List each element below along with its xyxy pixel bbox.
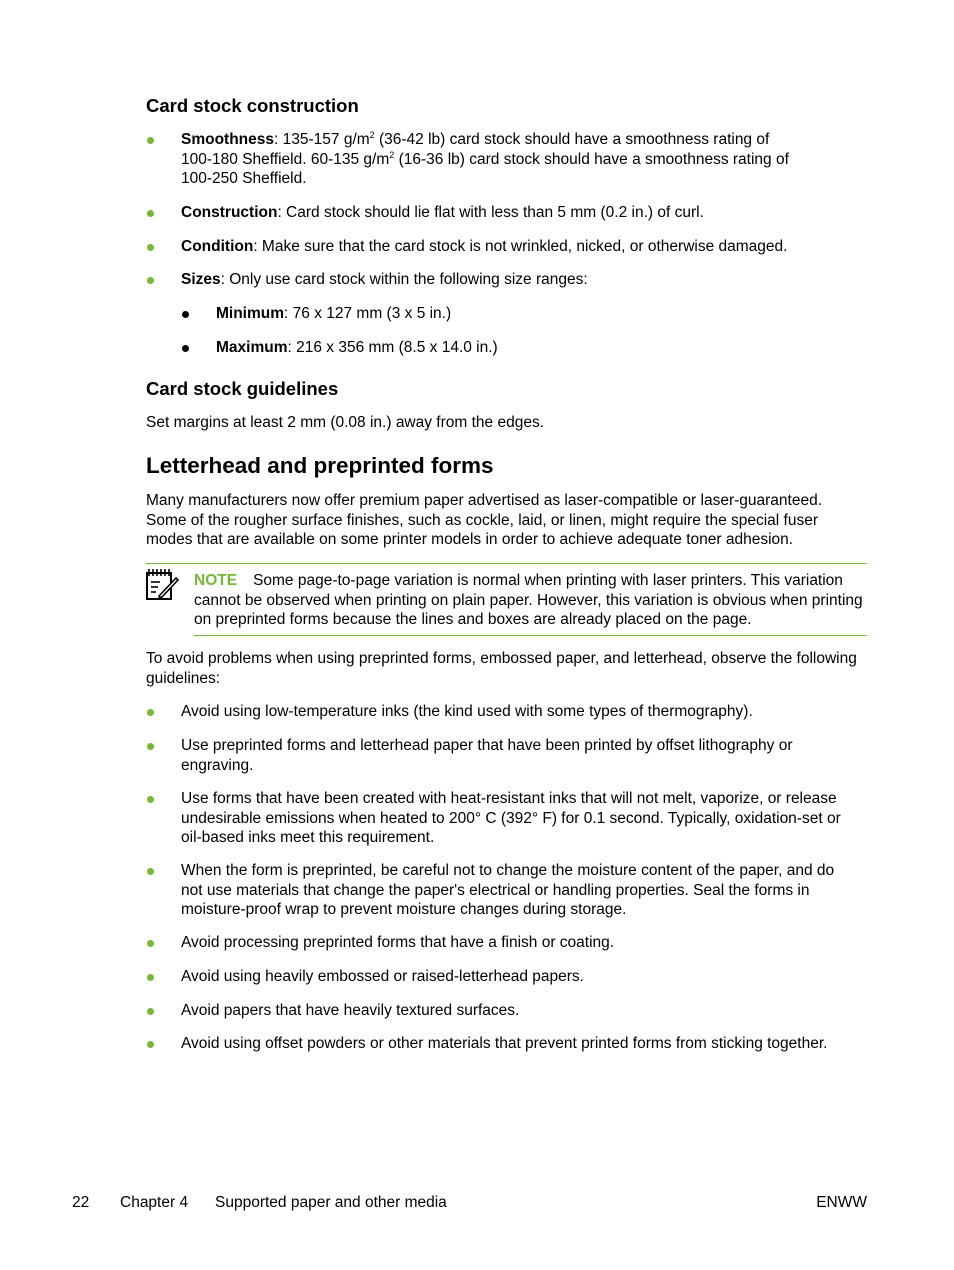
text-line: Some of the rougher surface finishes, such as cockle, laid, or linen, might require the special fuser xyxy=(146,511,819,529)
heading-card-stock-guidelines: Card stock guidelines xyxy=(146,378,339,399)
guidelines-intro xyxy=(146,649,871,688)
note-bottom-rule xyxy=(194,635,867,636)
bullet xyxy=(146,203,158,223)
text-line: undesirable emissions when heated to 200° C (392° F) for 0.1 second. Typically, oxidation-set or xyxy=(181,809,841,827)
term: Maximum xyxy=(216,339,288,356)
footer-code: ENWW xyxy=(816,1194,867,1211)
text-line: To avoid problems when using preprinted forms, embossed paper, and letterhead, observe the following xyxy=(146,650,857,667)
text-line: guidelines: xyxy=(146,669,221,687)
superscript: 2 xyxy=(389,149,395,160)
term: Smoothness xyxy=(181,131,275,148)
text: : 76 x 127 mm (3 x 5 in.) xyxy=(284,305,452,322)
superscript: 2 xyxy=(369,130,375,140)
text: : 135-157 g/m xyxy=(274,131,370,148)
bullet xyxy=(146,130,158,150)
footer-chapter-title: Supported paper and other media xyxy=(215,1194,447,1211)
text-line: Many manufacturers now offer premium paper advertised as laser-compatible or laser-guaranteed. xyxy=(146,492,823,509)
footer-page-number: 22 xyxy=(72,1194,90,1211)
list-item-sizes xyxy=(181,270,871,290)
term: Condition xyxy=(181,238,254,255)
heading-letterhead: Letterhead and preprinted forms xyxy=(146,453,494,478)
note-top-rule xyxy=(146,563,867,564)
text-line: Avoid using offset powders or other materials that prevent printed forms from sticking together. xyxy=(181,1035,828,1052)
heading-card-stock-construction: Card stock construction xyxy=(146,95,359,116)
term: Construction xyxy=(181,204,278,221)
sub-bullet xyxy=(181,338,193,358)
bullet xyxy=(146,702,158,722)
list-item xyxy=(181,789,871,848)
sub-bullet xyxy=(181,304,193,324)
text-line: Avoid using heavily embossed or raised-letterhead papers. xyxy=(181,968,584,985)
list-item xyxy=(181,933,871,953)
text: (36-42 lb) card stock should have a smoothness rating of xyxy=(374,131,770,148)
letterhead-intro xyxy=(146,491,871,550)
text-line: Use forms that have been created with heat-resistant inks that will not melt, vaporize, or release xyxy=(181,790,837,807)
note-icon xyxy=(145,567,179,601)
text-line: Avoid using low-temperature inks (the kind used with some types of thermography). xyxy=(181,703,753,720)
text: 100-250 Sheffield. xyxy=(181,170,307,187)
note-text: on preprinted forms because the lines and boxes are already placed on the page. xyxy=(194,611,752,628)
text-line: Avoid processing preprinted forms that have a finish or coating. xyxy=(181,934,615,951)
list-item-condition xyxy=(181,237,871,257)
list-item xyxy=(181,702,871,722)
text-line: engraving. xyxy=(181,756,254,774)
text-line: oil-based inks meet this requirement. xyxy=(181,829,435,846)
text-line: modes that are available on some printer models in order to achieve adequate toner adhesion. xyxy=(146,531,794,548)
sub-list-item-maximum xyxy=(216,338,871,358)
bullet xyxy=(146,789,158,809)
guidelines-text: Set margins at least 2 mm (0.08 in.) away from the edges. xyxy=(146,414,545,431)
list-item xyxy=(181,1034,871,1054)
bullet xyxy=(146,736,158,756)
text: 100-180 Sheffield. 60-135 g/m xyxy=(181,150,390,168)
list-item-construction xyxy=(181,203,871,223)
text-line: When the form is preprinted, be careful not to change the moisture content of the paper, and do xyxy=(181,862,835,879)
list-item xyxy=(181,967,871,987)
text: : 216 x 356 mm (8.5 x 14.0 in.) xyxy=(287,339,498,356)
bullet xyxy=(146,270,158,290)
note-text: Some page-to-page variation is normal when printing with laser printers. This variation xyxy=(253,572,843,589)
text-line: Use preprinted forms and letterhead paper that have been printed by offset lithography or xyxy=(181,737,793,754)
text: : Card stock should lie flat with less than 5 mm (0.2 in.) of curl. xyxy=(277,204,704,221)
text: : Make sure that the card stock is not wrinkled, nicked, or otherwise damaged. xyxy=(253,238,788,255)
text: (16-36 lb) card stock should have a smoothness rating of xyxy=(394,150,789,168)
bullet xyxy=(146,861,158,881)
note-content xyxy=(194,571,869,630)
footer-chapter: Chapter 4 xyxy=(120,1194,189,1211)
text-line: Avoid papers that have heavily textured surfaces. xyxy=(181,1002,520,1019)
bullet xyxy=(146,933,158,953)
bullet xyxy=(146,237,158,257)
note-label: NOTE xyxy=(194,572,238,589)
list-item xyxy=(181,1001,871,1021)
bullet xyxy=(146,1001,158,1021)
sub-list-item-minimum xyxy=(216,304,871,324)
text-line: moisture-proof wrap to prevent moisture changes during storage. xyxy=(181,901,627,918)
text: : Only use card stock within the following size ranges: xyxy=(220,271,588,288)
list-item xyxy=(181,736,871,775)
list-item-smoothness xyxy=(181,130,871,189)
term: Minimum xyxy=(216,305,285,322)
list-item xyxy=(181,861,871,920)
note-text: cannot be observed when printing on plain paper. However, this variation is obvious when printing xyxy=(194,591,863,609)
bullet xyxy=(146,1034,158,1054)
term: Sizes xyxy=(181,271,221,288)
text-line: not use materials that change the paper's electrical or handling properties. Seal the forms in xyxy=(181,881,810,899)
bullet xyxy=(146,967,158,987)
